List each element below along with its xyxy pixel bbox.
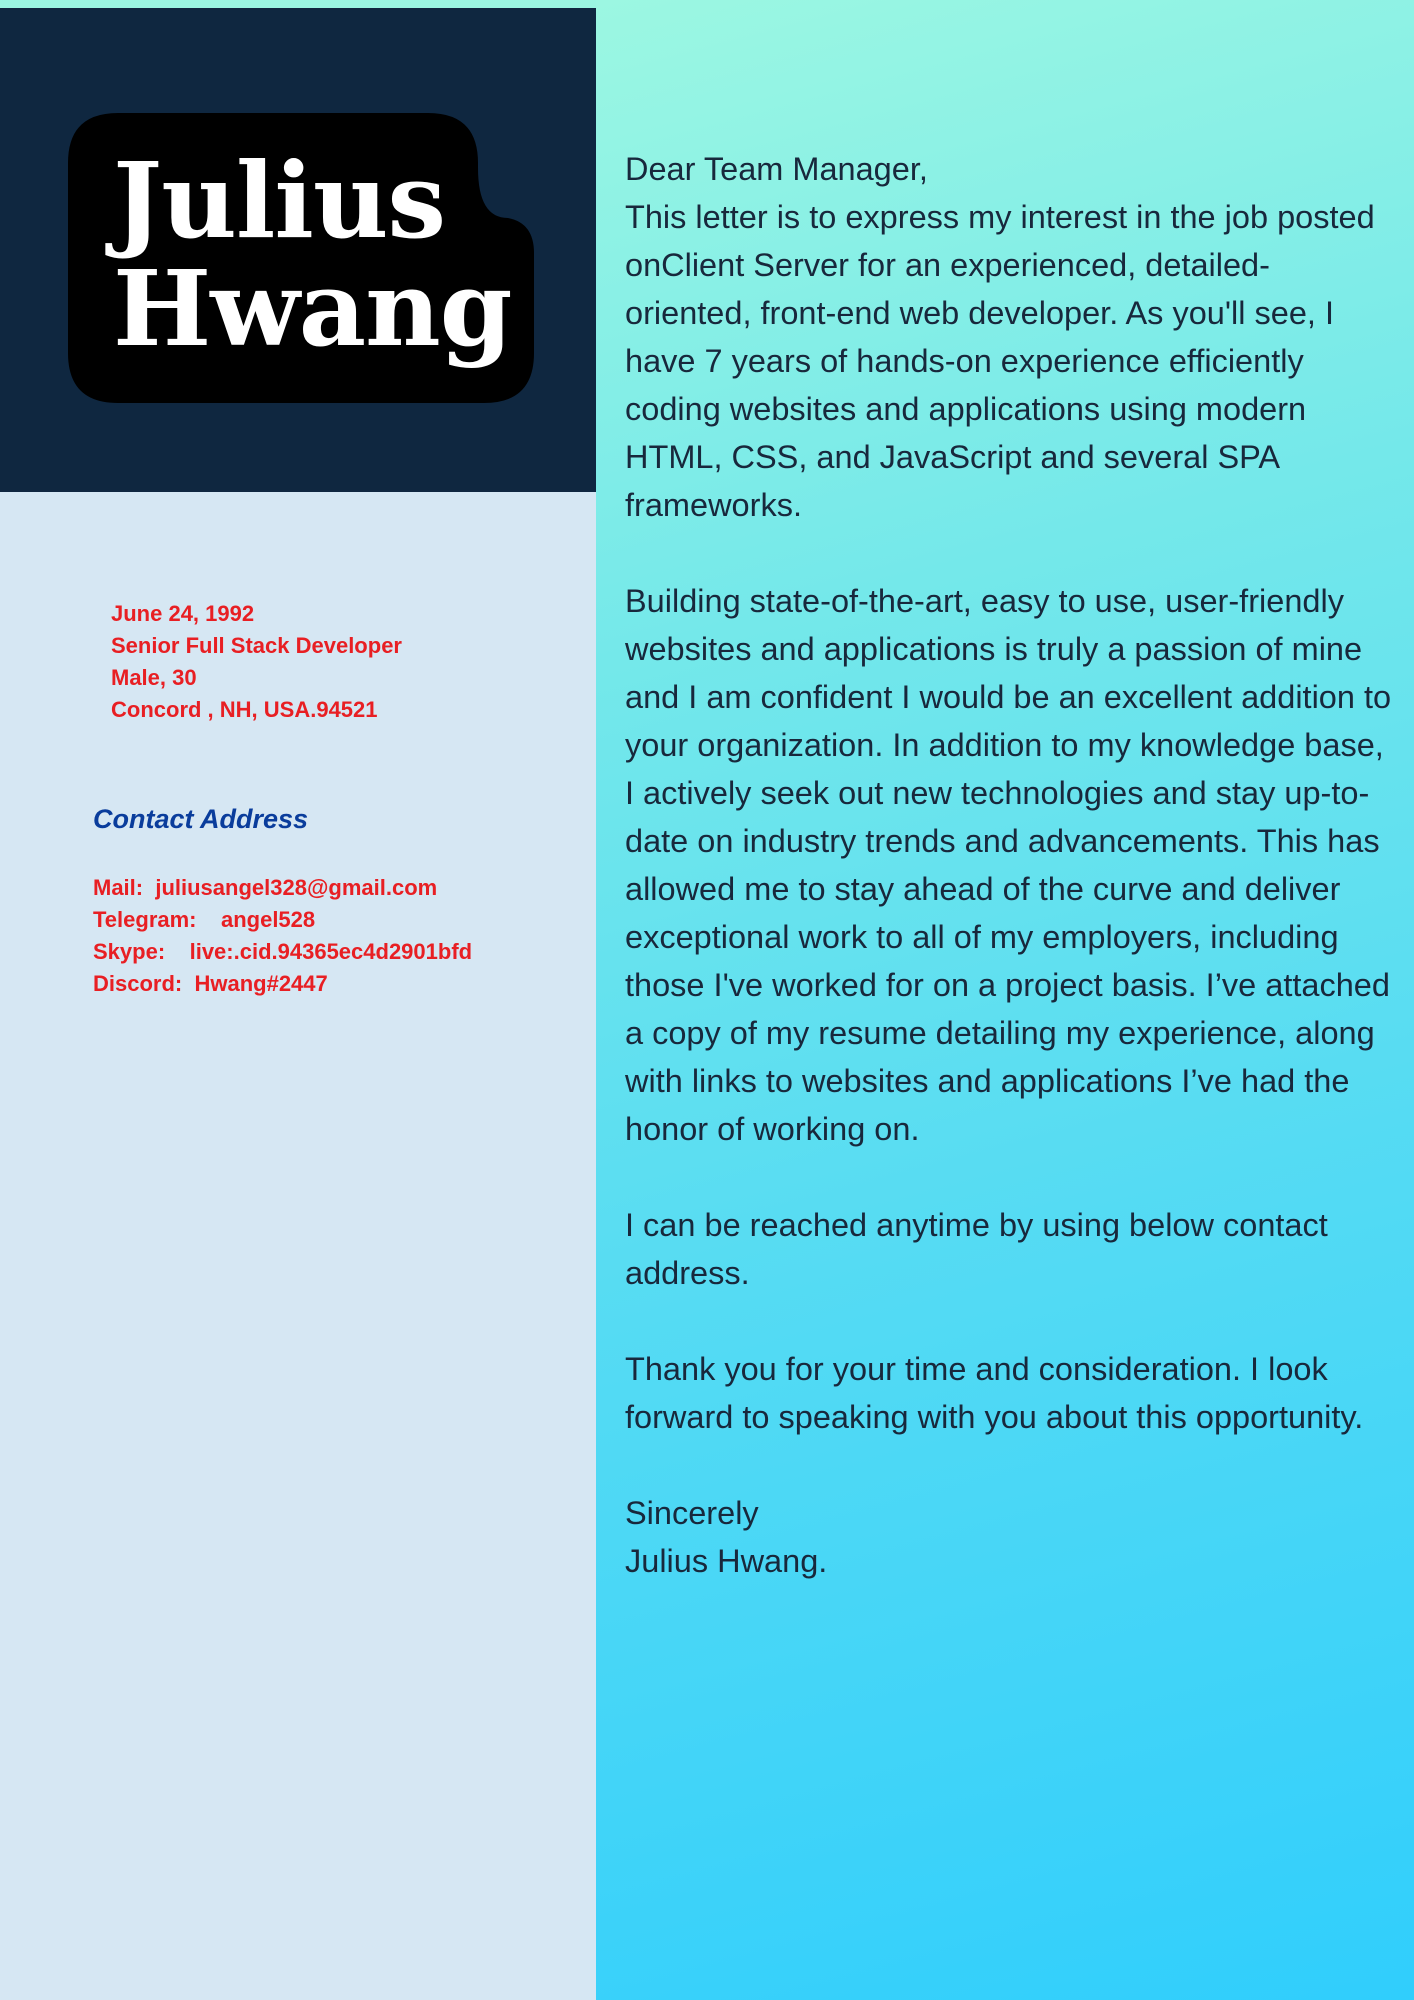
location: Concord , NH, USA.94521 [111,697,378,722]
name-badge [68,113,534,403]
telegram-value[interactable]: angel528 [220,907,316,932]
letter-closing [625,1489,1395,1585]
telegram-label: Telegram: [93,907,221,932]
signature: Julius Hwang. [625,1543,828,1579]
personal-details [111,598,402,726]
cover-letter-body [625,145,1395,1585]
closing: Sincerely [625,1495,759,1531]
birth-date: June 24, 1992 [111,601,255,626]
salutation: Dear Team Manager, [625,151,928,187]
contact-list [93,872,472,1000]
contact-mail [93,872,472,904]
contact-telegram [93,904,472,936]
letter-opening [625,145,1395,529]
paragraph-intro: This letter is to express my interest in the job posted onClient Server for an experienced, detailed-oriented, front-end web developer. As you'll see, I have 7 years of hands-on experience efficiently coding websites and applications using modern HTML, CSS, and JavaScript and several SPA frameworks. [625,199,1375,523]
skype-label: Skype: [93,939,190,964]
first-name: Julius [113,139,445,262]
mail-label: Mail: [93,875,156,900]
job-title: Senior Full Stack Developer [111,633,402,658]
contact-skype [93,936,472,968]
gender-age: Male, 30 [111,665,197,690]
paragraph-passion: Building state-of-the-art, easy to use, user-friendly websites and applications is truly a passion of mine and I am confident I would be an excellent addition to your organization. In addition to my knowledge base, I actively seek out new technologies and stay up-to-date on industry trends and advancements. This has allowed me to stay ahead of the curve and deliver exceptional work to all of my employers, including those I've worked for on a project basis. I’ve attached a copy of my resume detailing my experience, along with links to websites and applications I’ve had the honor of working on. [625,583,1392,1147]
skype-value[interactable]: live:.cid.94365ec4d2901bfd [189,939,473,964]
discord-value[interactable]: Hwang#2447 [194,971,328,996]
contact-heading: Contact Address [93,804,309,834]
paragraph-thanks: Thank you for your time and consideration. I look forward to speaking with you about this opportunity. [625,1351,1364,1435]
contact-discord [93,968,472,1000]
discord-label: Discord: [93,971,195,996]
paragraph-contact: I can be reached anytime by using below contact address. [625,1207,1328,1291]
full-name [113,139,512,370]
mail-value[interactable]: juliusangel328@gmail.com [155,875,438,900]
last-name: Hwang [113,247,512,370]
